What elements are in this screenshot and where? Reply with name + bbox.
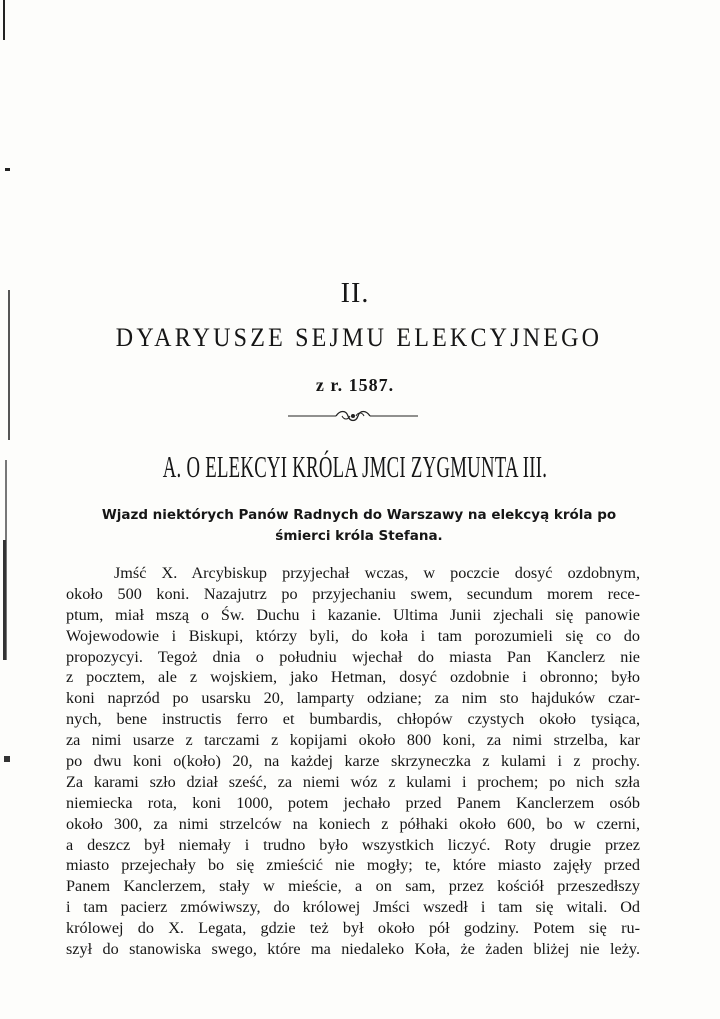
text-line: a deszcz był niemały i trudno było wszystkich liczyć. Roty drugie przez: [66, 835, 640, 854]
scan-mark: [8, 290, 10, 440]
scan-edge: [0, 0, 14, 1019]
document-title: DYARYUSZE SEJMU ELEKCYJNEGO: [115, 323, 603, 353]
subheading-line: śmierci króla Stefana.: [275, 528, 443, 544]
text-line: i tam pacierz zmówiwszy, do królowej Jmści wszedł i tam się witali. Od: [66, 898, 640, 917]
subheading-line: Wjazd niektórych Panów Radnych do Warszawy na elekcyą króla po: [101, 507, 617, 523]
text-line: Za karami szło dział sześć, za niemi wóz z kulami i prochem; po nich szła: [66, 772, 640, 791]
text-line: miasto przejechały bo się zmieścić nie mogły; te, które miasto zajęły przed: [66, 856, 640, 875]
text-line: około 500 koni. Nazajutrz po przyjechaniu swem, secundum morem rece-: [66, 584, 640, 603]
document-subtitle: z r. 1587.: [315, 375, 395, 395]
body-text: [66, 563, 640, 960]
scan-mark: [3, 0, 5, 40]
text-line: ptum, miał mszą o Św. Duchu i kazanie. Ultima Junii zjechali się panowie: [66, 605, 640, 624]
text-line: koni naprzód po usarsku 20, lamparty odziane; za nim sto hajduków czar-: [66, 689, 640, 708]
scan-mark: [5, 168, 10, 171]
chapter-number: II.: [340, 278, 370, 309]
text-line: niemiecka rota, koni 1000, potem jechało przed Panem Kanclerzem osób: [66, 793, 640, 812]
text-line: Panem Kanclerzem, stały w mieście, a on sam, przez kościół przeszedłszy: [66, 877, 640, 896]
text-line: nych, bene instructis ferro et bumbardis, chłopów czystych około tysiąca,: [66, 710, 640, 729]
text-line: Wojewodowie i Biskupi, którzy byli, do koła i tam porozumieli się co do: [66, 626, 640, 645]
text-line: po dwu koni o(koło) 20, na każdej karze skrzyneczka z kulami i z prochy.: [66, 752, 640, 771]
text-line: szył do stanowiska swego, które ma niedaleko Koła, że żaden bliżej nie leży.: [66, 940, 640, 959]
section-title: A. O ELEKCYI KRÓLA JMCI ZYGMUNTA III.: [162, 450, 548, 485]
text-line: około 300, za nimi strzelców na koniech z półhaki około 600, bo w czerni,: [66, 814, 640, 833]
text-line: za nimi usarze z tarczami z kopijami około 800 koni, za nimi strzelba, kar: [66, 731, 640, 750]
section-subheading: [64, 505, 654, 547]
scan-mark: [3, 540, 6, 660]
text-line: propozycyi. Tegoż dnia o południu wjechał do miasta Pan Kanclerz nie: [66, 647, 640, 666]
text-line: Jmść X. Arcybiskup przyjechał wczas, w poczcie dosyć ozdobnym,: [114, 564, 640, 582]
scan-mark: [4, 756, 10, 762]
ornament-divider-icon: [288, 406, 418, 426]
text-line: królowej do X. Legata, gdzie też był około pół godziny. Potem się ru-: [66, 919, 640, 938]
text-line: z pocztem, ale z wojskiem, jako Hetman, dosyć ozdobnie i obronno; było: [66, 668, 640, 687]
